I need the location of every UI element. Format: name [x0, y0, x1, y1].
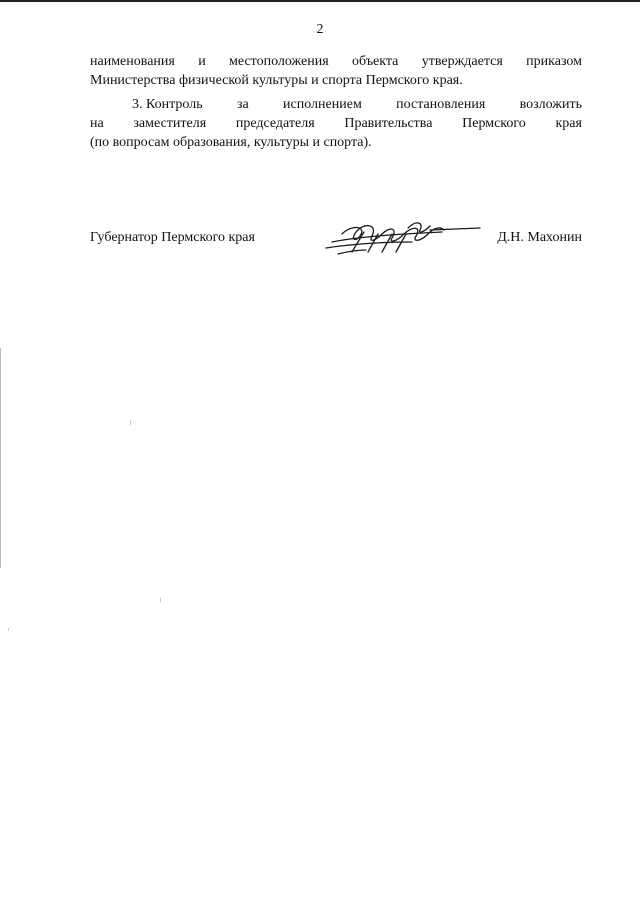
word: возложить: [519, 97, 582, 112]
word: Правительства: [344, 116, 433, 131]
paragraph-1-line-1: [90, 52, 582, 71]
paragraph-2-line-3: (по вопросам образования, культуры и спорта).: [90, 135, 372, 150]
scan-speck: [160, 598, 161, 602]
scan-edge-mark: [0, 348, 1, 568]
word: утверждается: [421, 54, 503, 69]
word: приказом: [526, 54, 582, 69]
word: объекта: [352, 54, 399, 69]
word: края: [555, 116, 582, 131]
paragraph-2-line-2: [90, 114, 582, 133]
word: председателя: [235, 116, 315, 131]
paragraph-2-line-1: [90, 95, 582, 114]
word: местоположения: [229, 54, 329, 69]
handwritten-signature: [312, 212, 484, 262]
word: Пермского: [462, 116, 526, 131]
page-number: 2: [316, 22, 324, 37]
word: на: [90, 116, 104, 131]
word: постановления: [396, 97, 486, 112]
top-edge-line: [0, 0, 640, 2]
signatory-title: Губернатор Пермского края: [90, 230, 255, 245]
word: заместителя: [133, 116, 207, 131]
word: за: [236, 97, 249, 112]
paragraph-1-line-2: Министерства физической культуры и спорта Пермского края.: [90, 73, 463, 88]
word: и: [198, 54, 206, 69]
paragraph-2: [90, 95, 582, 152]
word: наименования: [90, 54, 175, 69]
scan-speck: [130, 420, 131, 425]
word: исполнением: [283, 97, 362, 112]
signatory-name: Д.Н. Махонин: [497, 230, 582, 245]
paragraph-1: [90, 52, 582, 90]
scan-speck: [8, 628, 9, 631]
word: 3. Контроль: [132, 97, 203, 112]
